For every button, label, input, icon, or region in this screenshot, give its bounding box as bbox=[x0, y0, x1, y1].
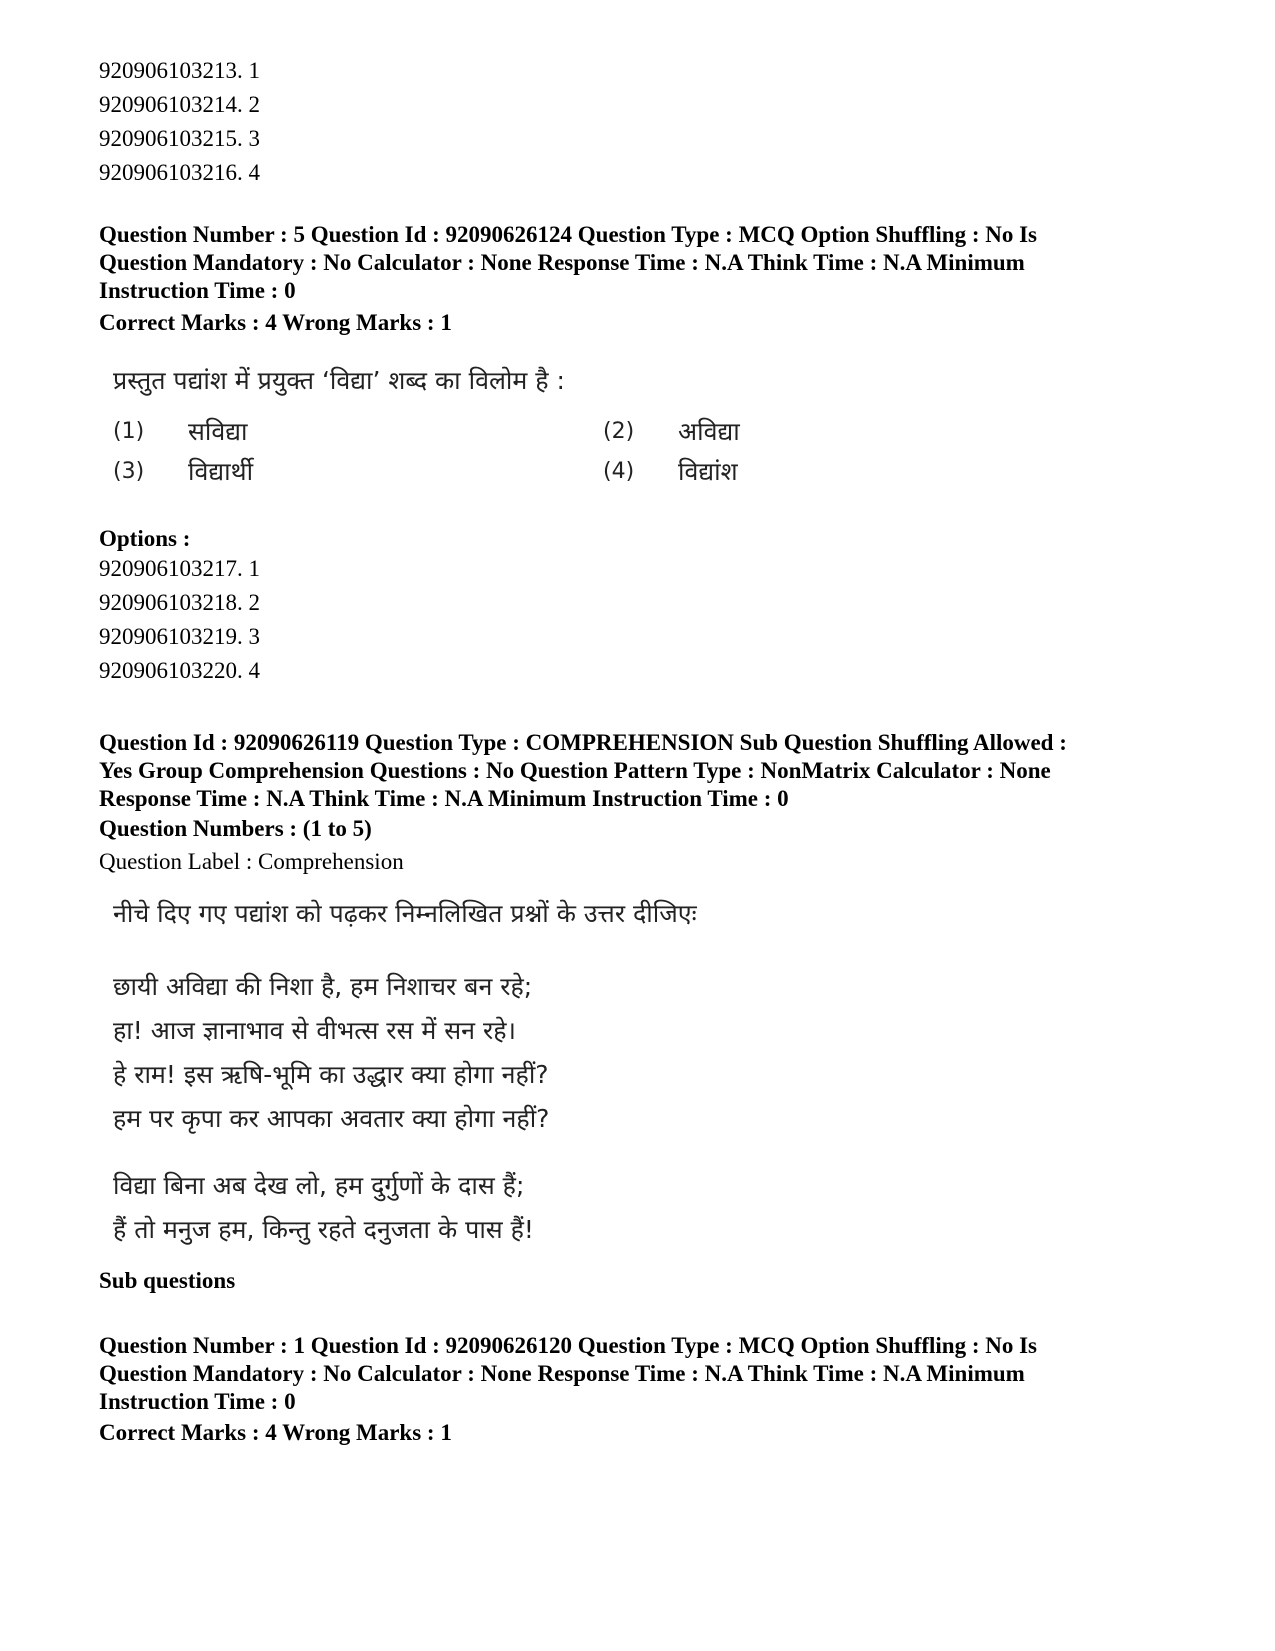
option-line: 920906103219. 3 bbox=[99, 624, 260, 649]
poem-line: हे राम! इस ऋषि-भूमि का उद्धार क्या होगा नहीं? bbox=[113, 1060, 549, 1089]
option-line: 920906103214. 2 bbox=[99, 92, 260, 117]
poem-stanza-1 bbox=[113, 965, 549, 1141]
previous-options-list bbox=[99, 54, 260, 190]
q5-meta-line: Instruction Time : 0 bbox=[99, 278, 296, 303]
hindi-option-number: (2) bbox=[603, 419, 635, 444]
option-line: 920906103215. 3 bbox=[99, 126, 260, 151]
hindi-option-number: (1) bbox=[113, 419, 145, 444]
q5-hindi-options bbox=[113, 412, 1093, 492]
option-line: 920906103213. 1 bbox=[99, 58, 260, 83]
poem-line: विद्या बिना अब देख लो, हम दुर्गुणों के दास हैं; bbox=[113, 1171, 525, 1200]
poem-line: हम पर कृपा कर आपका अवतार क्या होगा नहीं? bbox=[113, 1104, 550, 1133]
option-line: 920906103216. 4 bbox=[99, 160, 260, 185]
option-line: 920906103218. 2 bbox=[99, 590, 260, 615]
q5-options-list bbox=[99, 552, 260, 688]
question-label: Question Label : Comprehension bbox=[99, 849, 404, 874]
hindi-option bbox=[113, 412, 603, 452]
hindi-option-text: सविद्या bbox=[188, 417, 248, 446]
hindi-option-row bbox=[113, 412, 1093, 452]
q5-meta-line: Question Number : 5 Question Id : 92090626124 Question Type : MCQ Option Shuffling : No Is bbox=[99, 222, 1038, 247]
poem-line: छायी अविद्या की निशा है, हम निशाचर बन रहे; bbox=[113, 972, 533, 1001]
hindi-option bbox=[603, 452, 1093, 492]
q1-meta-line: Instruction Time : 0 bbox=[99, 1389, 296, 1414]
q1-meta bbox=[99, 1332, 1037, 1416]
hindi-option-text: विद्यांश bbox=[678, 457, 738, 486]
hindi-option-text: विद्यार्थी bbox=[188, 457, 254, 486]
q5-meta-line: Question Mandatory : No Calculator : None Response Time : N.A Think Time : N.A Minimum bbox=[99, 250, 1025, 275]
q5-hindi-question: प्रस्तुत पद्यांश में प्रयुक्त ‘विद्या’ शब्द का विलोम है : bbox=[113, 366, 565, 395]
q1-meta-line: Question Number : 1 Question Id : 92090626120 Question Type : MCQ Option Shuffling : No Is bbox=[99, 1333, 1038, 1358]
hindi-option-number: (4) bbox=[603, 459, 635, 484]
poem-stanza-2 bbox=[113, 1164, 534, 1252]
hindi-option bbox=[603, 412, 1093, 452]
hindi-option bbox=[113, 452, 603, 492]
comprehension-meta-line: Response Time : N.A Think Time : N.A Minimum Instruction Time : 0 bbox=[99, 786, 789, 811]
options-label: Options : bbox=[99, 526, 191, 551]
comprehension-meta-line: Yes Group Comprehension Questions : No Question Pattern Type : NonMatrix Calculator : None bbox=[99, 758, 1051, 783]
q1-meta-line: Question Mandatory : No Calculator : None Response Time : N.A Think Time : N.A Minimum bbox=[99, 1361, 1025, 1386]
hindi-option-row bbox=[113, 452, 1093, 492]
comprehension-meta bbox=[99, 729, 1067, 813]
q5-marks: Correct Marks : 4 Wrong Marks : 1 bbox=[99, 310, 452, 335]
hindi-option-number: (3) bbox=[113, 459, 145, 484]
q5-meta bbox=[99, 221, 1037, 305]
q1-marks: Correct Marks : 4 Wrong Marks : 1 bbox=[99, 1420, 452, 1445]
hindi-option-text: अविद्या bbox=[678, 417, 740, 446]
question-numbers: Question Numbers : (1 to 5) bbox=[99, 816, 372, 841]
passage-instruction: नीचे दिए गए पद्यांश को पढ़कर निम्नलिखित प्रश्नों के उत्तर दीजिएः bbox=[113, 899, 697, 928]
option-line: 920906103220. 4 bbox=[99, 658, 260, 683]
poem-line: हा! आज ज्ञानाभाव से वीभत्स रस में सन रहे। bbox=[113, 1016, 516, 1045]
sub-questions-label: Sub questions bbox=[99, 1268, 236, 1293]
option-line: 920906103217. 1 bbox=[99, 556, 260, 581]
poem-line: हैं तो मनुज हम, किन्तु रहते दनुजता के पास हैं! bbox=[113, 1215, 534, 1244]
comprehension-meta-line: Question Id : 92090626119 Question Type : COMPREHENSION Sub Question Shuffling Allowed : bbox=[99, 730, 1067, 755]
